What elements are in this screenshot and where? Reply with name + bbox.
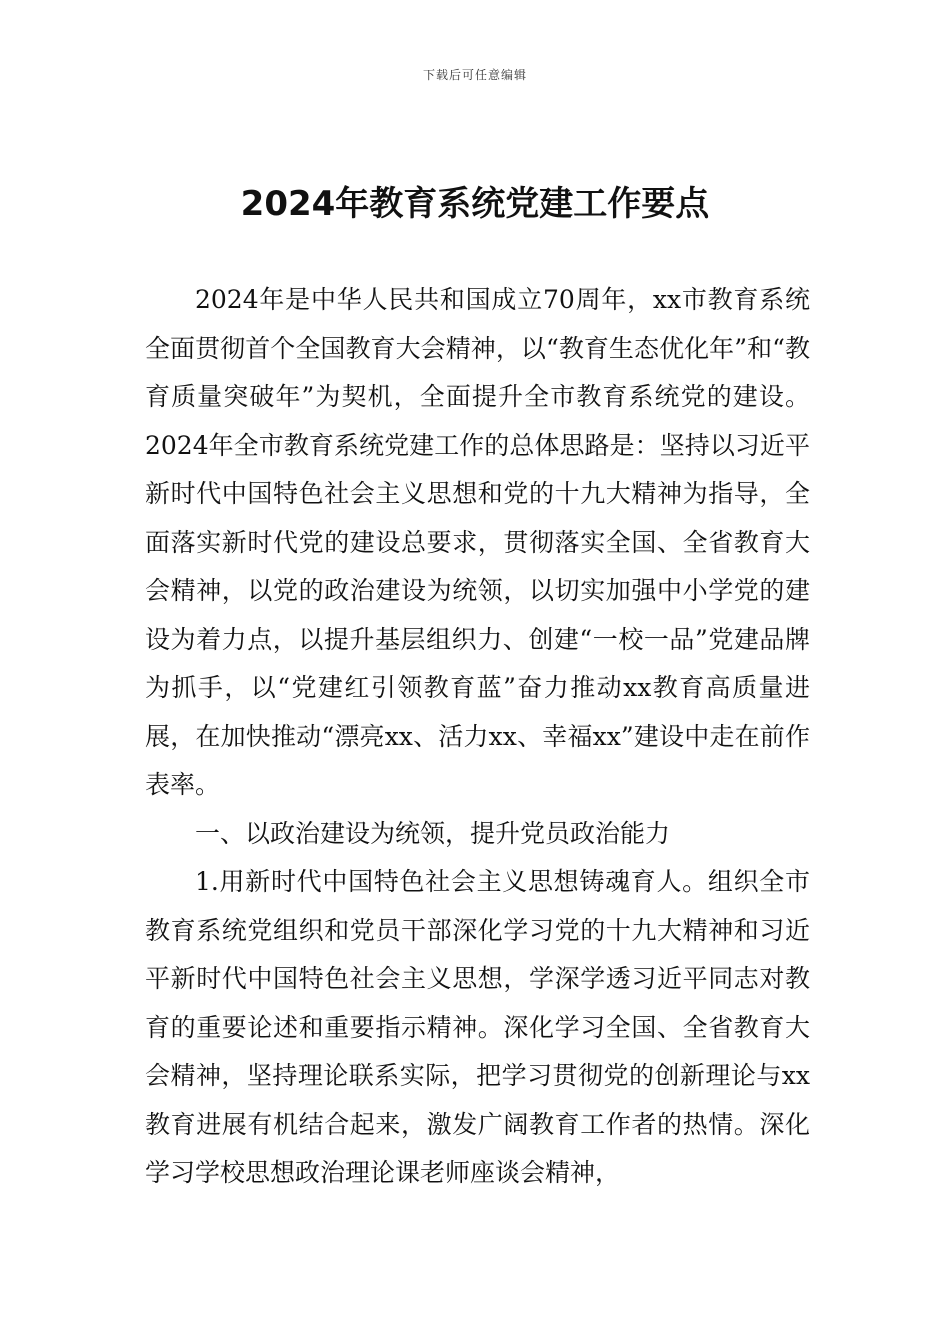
intro-paragraph: 2024年是中华人民共和国成立70周年，xx市教育系统全面贯彻首个全国教育大会精神，以“教育生态优化年”和“教育质量突破年”为契机，全面提升全市教育系统党的建设。2024年全市教育系统党建工作的总体思路是：坚持以习近平新时代中国特色社会主义思想和党的十九大精神为指导，全面落实新时代党的建设总要求，贯彻落实全国、全省教育大会精神，以党的政治建设为统领，以切实加强中小学党的建设为着力点，以提升基层组织力、创建“一校一品”党建品牌为抓手，以“党建红引领教育蓝”奋力推动xx教育高质量进展，在加快推动“漂亮xx、活力xx、幸福xx”建设中走在前作表率。 <box>145 285 810 799</box>
document-body <box>145 276 810 1198</box>
item-paragraph: 1.用新时代中国特色社会主义思想铸魂育人。组织全市教育系统党组织和党员干部深化学习党的十九大精神和习近平新时代中国特色社会主义思想，学深学透习近平同志对教育的重要论述和重要指示精神。深化学习全国、全省教育大会精神，坚持理论联系实际，把学习贯彻党的创新理论与xx教育进展有机结合起来，激发广阔教育工作者的热情。深化学习学校思想政治理论课老师座谈会精神， <box>145 867 810 1187</box>
document-title: 2024年教育系统党建工作要点 <box>240 184 710 224</box>
header-note: 下载后可任意编辑 <box>422 68 527 82</box>
section-heading: 一、以政治建设为统领，提升党员政治能力 <box>195 818 671 848</box>
